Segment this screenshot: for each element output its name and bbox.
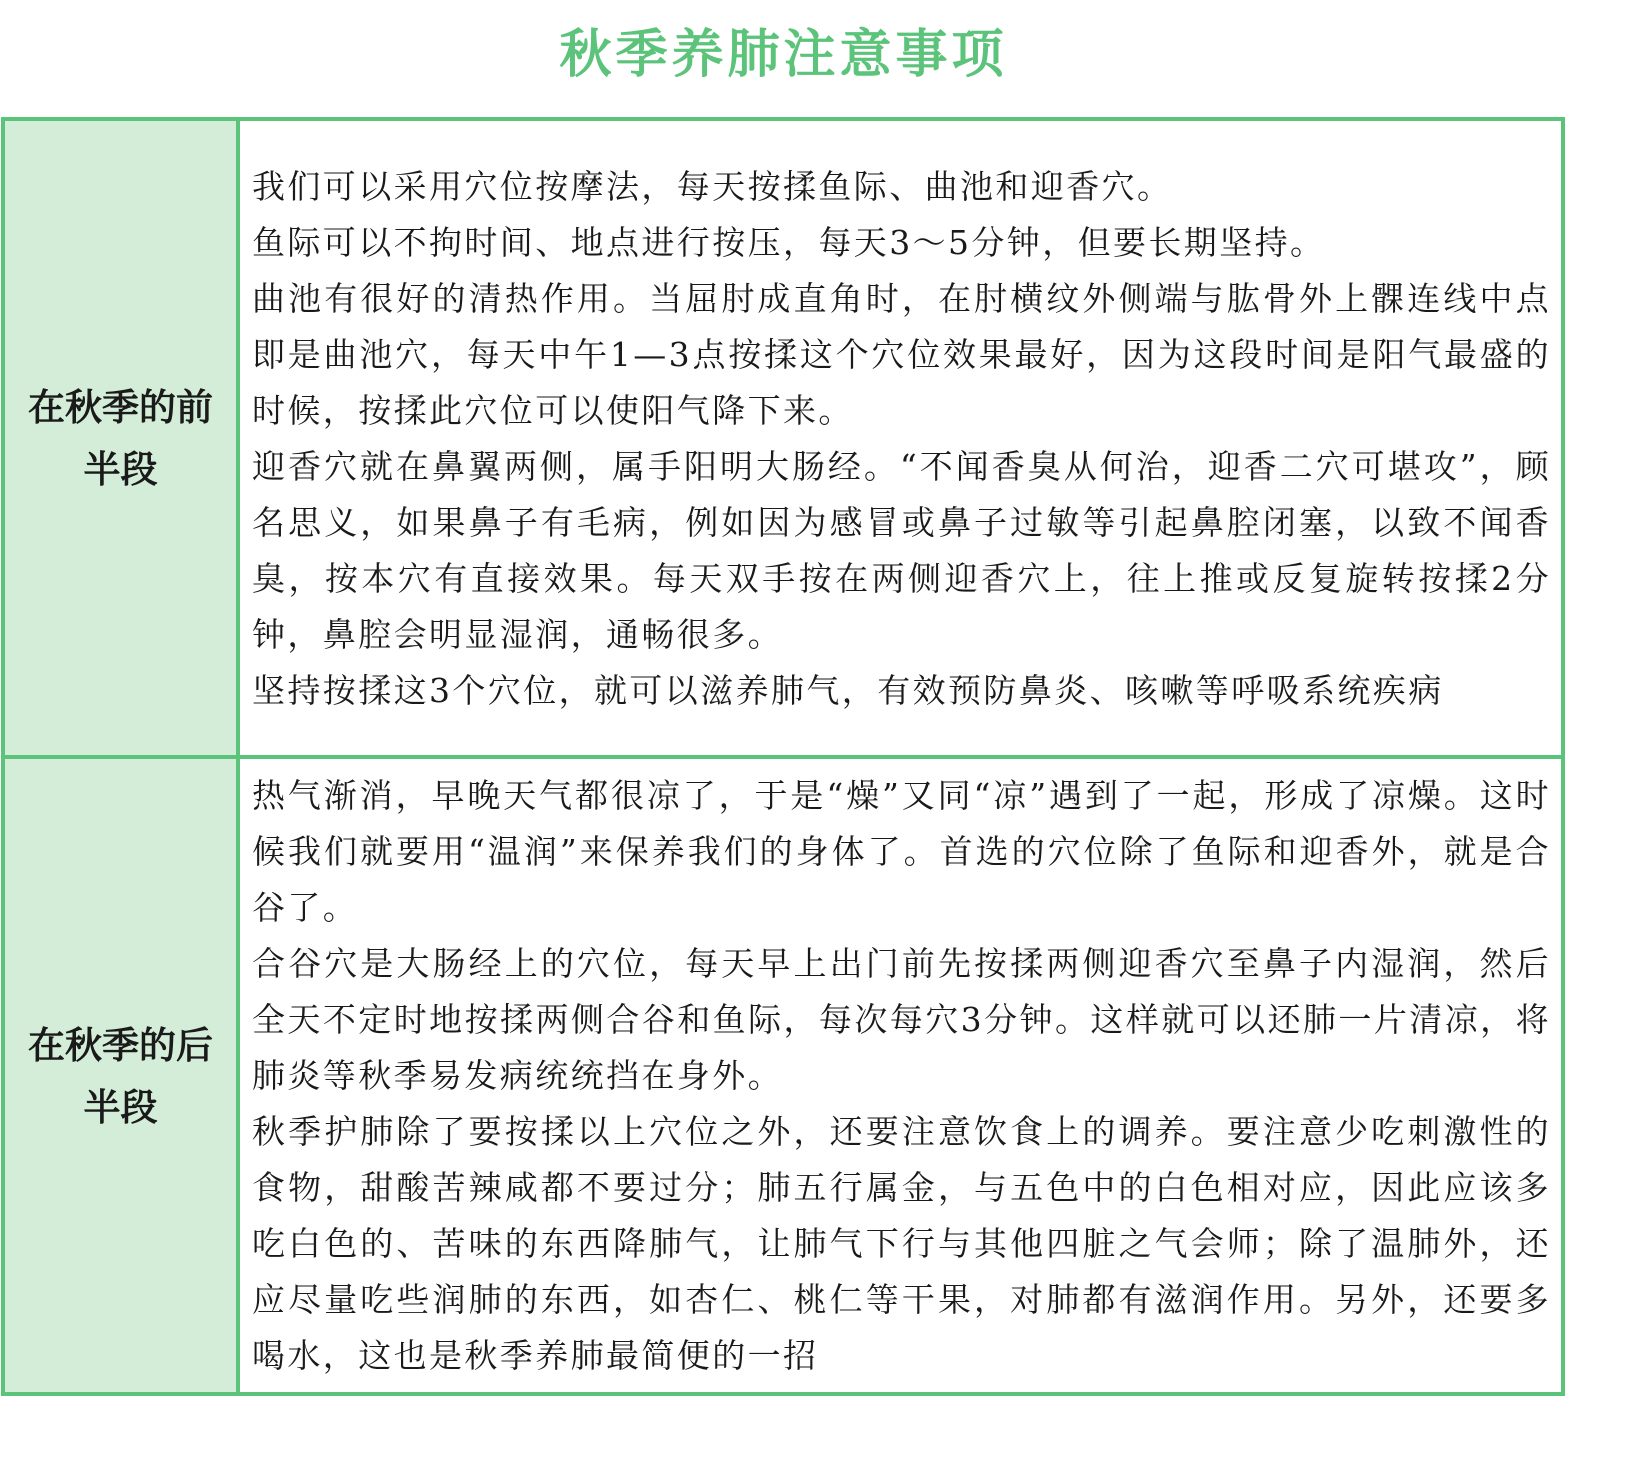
row-label: 在秋季的前半段 bbox=[28, 385, 213, 491]
row-label: 在秋季的后半段 bbox=[28, 1022, 213, 1129]
page-title: 秋季养肺注意事项 bbox=[559, 24, 1008, 85]
paragraph: 秋季护肺除了要按揉以上穴位之外，还要注意饮食上的调养。要注意少吃刺激性的食物，甜酸苦辣咸都不要过分；肺五行属金，与五色中的白色相对应，因此应该多吃白色的、苦味的东西降肺气，让肺气下行与其他四脏之气会师；除了温肺外，还应尽量吃些润肺的东西，如杏仁、桃仁等干果，对肺都有滋润作用。另外，还要多喝水，这也是秋季养肺最简便的一招 bbox=[252, 1112, 1551, 1375]
table-row bbox=[3, 119, 1563, 757]
paragraph: 坚持按揉这3个穴位，就可以滋养肺气，有效预防鼻炎、咳嗽等呼吸系统疾病 bbox=[252, 670, 1444, 710]
paragraph: 合谷穴是大肠经上的穴位，每天早上出门前先按揉两侧迎香穴至鼻子内湿润，然后全天不定时地按揉两侧合谷和鱼际，每次每穴3分钟。这样就可以还肺一片清凉，将肺炎等秋季易发病统统挡在身外。 bbox=[252, 944, 1551, 1095]
row-label-cell bbox=[3, 757, 238, 1394]
row-label-cell bbox=[3, 119, 238, 757]
paragraph: 鱼际可以不拘时间、地点进行按压，每天3～5分钟，但要长期坚持。 bbox=[252, 222, 1326, 262]
paragraph: 曲池有很好的清热作用。当屈肘成直角时，在肘横纹外侧端与肱骨外上髁连线中点即是曲池穴，每天中午1—3点按揉这个穴位效果最好，因为这段时间是阳气最盛的时候，按揉此穴位可以使阳气降下来。 bbox=[252, 278, 1551, 430]
paragraph: 迎香穴就在鼻翼两侧，属手阳明大肠经。“不闻香臭从何治，迎香二穴可堪攻”，顾名思义，如果鼻子有毛病，例如因为感冒或鼻子过敏等引起鼻腔闭塞，以致不闻香臭，按本穴有直接效果。每天双手按在两侧迎香穴上，往上推或反复旋转按揉2分钟，鼻腔会明显湿润，通畅很多。 bbox=[252, 446, 1551, 654]
paragraph: 热气渐消，早晚天气都很凉了，于是“燥”又同“凉”遇到了一起，形成了凉燥。这时候我们就要用“温润”来保养我们的身体了。首选的穴位除了鱼际和迎香外，就是合谷了。 bbox=[252, 776, 1551, 927]
info-table bbox=[1, 117, 1565, 1396]
paragraph: 我们可以采用穴位按摩法，每天按揉鱼际、曲池和迎香穴。 bbox=[252, 166, 1173, 206]
row-content-cell bbox=[238, 757, 1563, 1394]
table-row bbox=[3, 757, 1563, 1394]
row-content-cell bbox=[238, 119, 1563, 757]
